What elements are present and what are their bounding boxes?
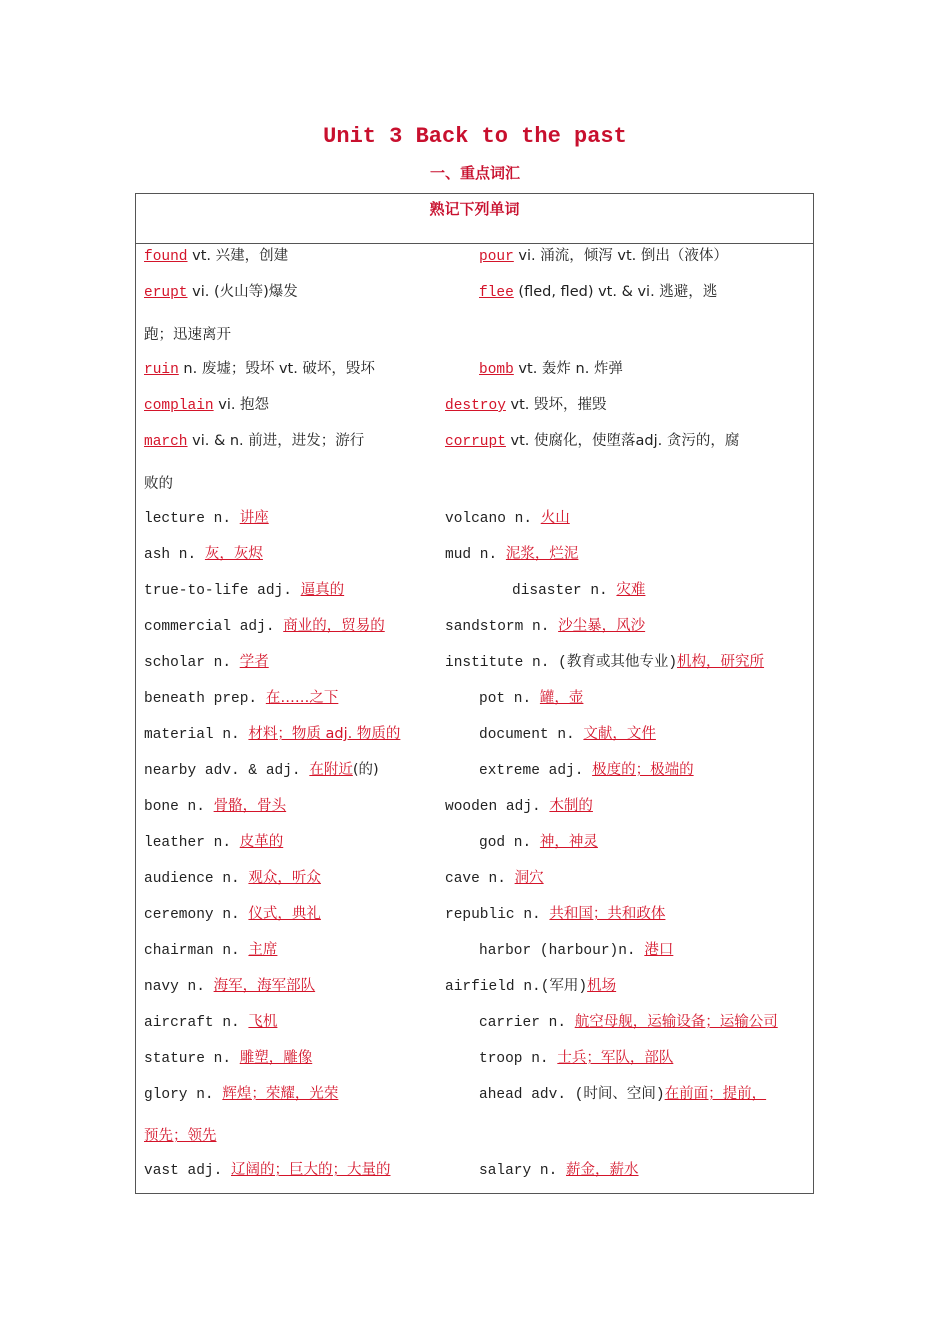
vocab-row (144, 1009, 812, 1035)
vocab-definition: vt. 轰炸 n. 炸弹 (513, 361, 623, 377)
vocab-entry-left (144, 505, 269, 532)
vocab-entry-left (144, 973, 315, 1000)
vocab-row (144, 721, 812, 747)
vocab-answer: 材料；物质 adj. 物质的 (248, 726, 401, 742)
vocab-word: glory n. (144, 1087, 223, 1103)
vocab-answer: 极度的；极端的 (592, 762, 694, 778)
vocab-entry-left (144, 428, 364, 455)
vocab-answer: 讲座 (239, 510, 269, 526)
vocab-answer: 罐，壶 (539, 690, 584, 706)
vocab-entry-left (144, 649, 269, 676)
vocab-entry-right (479, 1009, 778, 1036)
vocab-entry-left (144, 613, 385, 640)
vocab-word: salary n. (479, 1163, 567, 1179)
vocab-word: lecture n. (144, 511, 240, 527)
vocab-entry-left (144, 356, 375, 383)
vocab-word: leather n. (144, 835, 240, 851)
vocab-entry-right (445, 613, 645, 640)
vocab-answer: 在前面；提前， (664, 1086, 767, 1102)
vocab-answer: 火山 (540, 510, 570, 526)
vocab-entry-left (144, 392, 269, 419)
section-heading: 一、重点词汇 (429, 164, 520, 182)
vocab-answer: 主席 (248, 942, 278, 958)
vocab-entry-left (144, 279, 298, 306)
vocab-row (144, 649, 812, 675)
vocab-word: flee (479, 285, 514, 301)
vocab-answer: 文献，文件 (583, 726, 656, 742)
vocab-entry-right (445, 392, 607, 419)
vocab-word: institute n. (教育或其他专业) (445, 655, 678, 671)
vocab-entry-right (445, 428, 739, 455)
vocab-word: navy n. (144, 979, 214, 995)
vocab-entry-right (479, 1081, 766, 1108)
vocab-entry-left (144, 829, 283, 856)
vocab-row (144, 243, 812, 269)
vocab-entry-right (479, 356, 623, 383)
vocab-word: wooden adj. (445, 799, 550, 815)
vocab-row (144, 428, 812, 454)
vocab-row (144, 577, 812, 603)
vocab-answer: 商业的，贸易的 (283, 618, 385, 634)
vocab-word: chairman n. (144, 943, 249, 959)
vocab-entry-right (445, 973, 616, 1000)
vocab-word: march (144, 434, 188, 450)
vocab-row (144, 865, 812, 891)
vocab-word: destroy (445, 398, 506, 414)
vocab-answer: 木制的 (549, 798, 593, 814)
vocab-entry-right (479, 279, 717, 306)
vocab-entry-right (479, 721, 656, 748)
vocab-row (144, 1157, 812, 1183)
vocab-definition: vi. & n. 前进，进发；游行 (187, 433, 365, 449)
vocab-entry-left (144, 577, 344, 604)
vocab-row (144, 1081, 812, 1107)
vocab-word: carrier n. (479, 1015, 575, 1031)
vocab-answer: 仪式，典礼 (248, 906, 321, 922)
vocab-answer: 逼真的 (300, 582, 345, 598)
vocab-word: ruin (144, 362, 179, 378)
vocab-definition: vi. 涌流，倾泻 vt. 倒出（液体） (513, 248, 728, 264)
vocab-word: pour (479, 249, 514, 265)
vocab-definition: n. 废墟；毁坏 vt. 破坏，毁坏 (178, 361, 375, 377)
vocab-answer: 飞机 (248, 1014, 278, 1030)
vocab-entry-right (445, 541, 578, 568)
vocab-row (144, 937, 812, 963)
vocab-answer: 共和国；共和政体 (549, 906, 666, 922)
vocab-row (144, 392, 812, 418)
vocab-entry-left (144, 1009, 277, 1036)
vocab-entry-right (479, 1045, 673, 1072)
vocab-entry-left (144, 793, 286, 820)
vocab-word: harbor (harbour)n. (479, 943, 645, 959)
table-header (136, 194, 813, 244)
vocab-definition: vi. 抱怨 (213, 397, 270, 413)
vocab-word: vast adj. (144, 1163, 232, 1179)
vocab-word: pot n. (479, 691, 540, 707)
vocab-answer: 皮革的 (239, 834, 284, 850)
vocab-entry-left (144, 937, 277, 964)
vocab-word: ceremony n. (144, 907, 249, 923)
vocab-answer: 骨骼，骨头 (213, 798, 287, 814)
vocab-entry-left (144, 901, 321, 928)
vocab-word: found (144, 249, 188, 265)
vocab-answer: 辉煌；荣耀，光荣 (222, 1086, 339, 1102)
vocab-answer: 学者 (239, 654, 269, 670)
vocab-entry-right (479, 829, 598, 856)
vocab-answer: 机场 (587, 978, 617, 994)
vocab-answer: 士兵；军队，部队 (557, 1050, 674, 1066)
vocab-definition: vt. 兴建，创建 (187, 248, 289, 264)
vocab-row (144, 541, 812, 567)
vocab-word: bomb (479, 362, 514, 378)
vocab-word: document n. (479, 727, 584, 743)
vocab-entry-left (144, 1045, 312, 1072)
vocab-answer: 神，神灵 (539, 834, 598, 850)
vocab-answer: 沙尘暴，风沙 (558, 618, 646, 634)
vocab-word: ash n. (144, 547, 205, 563)
vocab-entry-right (479, 937, 673, 964)
vocab-entry-left (144, 1157, 391, 1184)
vocab-word: cave n. (445, 871, 515, 887)
vocab-answer: 港口 (644, 942, 674, 958)
vocab-word: mud n. (445, 547, 506, 563)
vocab-row (144, 901, 812, 927)
vocab-word: ahead adv. (时间、空间) (479, 1087, 665, 1103)
vocab-entry-right (445, 901, 665, 928)
vocab-definition: vi. (火山等)爆发 (187, 284, 298, 300)
vocab-word: corrupt (445, 434, 506, 450)
vocab-word: extreme adj. (479, 763, 593, 779)
vocab-definition: vt. 毁坏，摧毁 (505, 397, 607, 413)
vocab-word: erupt (144, 285, 188, 301)
vocab-word: beneath prep. (144, 691, 266, 707)
vocab-row (144, 1045, 812, 1071)
vocab-entry-left (144, 1081, 338, 1108)
vocab-entry-right (445, 649, 764, 676)
vocab-entry-left (144, 721, 400, 748)
vocab-word: bone n. (144, 799, 214, 815)
vocab-answer: 辽阔的；巨大的；大量的 (231, 1162, 391, 1178)
vocab-row (144, 356, 812, 382)
vocab-answer: 在附近 (309, 762, 353, 778)
vocab-row (144, 973, 812, 999)
vocab-word: stature n. (144, 1051, 240, 1067)
vocab-definition: (fled, fled) vt. & vi. 逃避，逃 (513, 284, 718, 300)
vocab-entry-left (144, 685, 338, 712)
vocab-word: complain (144, 398, 214, 414)
vocab-word: airfield n.(军用) (445, 979, 588, 995)
vocab-answer: 在……之下 (265, 690, 339, 706)
page-title: Unit 3 Back to the past (323, 124, 627, 149)
vocab-answer: 灾难 (616, 582, 646, 598)
vocab-answer: 机构，研究所 (677, 654, 765, 670)
vocab-word: material n. (144, 727, 249, 743)
vocab-definition: vt. 使腐化，使堕落adj. 贪污的，腐 (505, 433, 740, 449)
vocab-entry-left (144, 243, 288, 270)
wrapped-line: 败的 (144, 476, 173, 492)
vocab-entry-left (144, 541, 263, 568)
vocab-word: republic n. (445, 907, 550, 923)
vocab-row (144, 829, 812, 855)
vocab-word: god n. (479, 835, 540, 851)
vocab-entry-right (445, 505, 570, 532)
vocab-answer: 泥浆，烂泥 (505, 546, 579, 562)
vocab-word: sandstorm n. (445, 619, 559, 635)
vocab-word: audience n. (144, 871, 249, 887)
vocab-entry-left (144, 865, 321, 892)
vocab-entry-right (479, 243, 728, 270)
vocab-row (144, 613, 812, 639)
vocab-entry-right (479, 757, 694, 784)
vocab-row (144, 505, 812, 531)
table-header-text: 熟记下列单词 (429, 200, 520, 218)
vocab-word: disaster n. (512, 583, 617, 599)
vocab-answer: 观众，听众 (248, 870, 321, 886)
vocab-entry-right (445, 865, 544, 892)
vocab-word: aircraft n. (144, 1015, 249, 1031)
vocab-entry-right (479, 1157, 639, 1184)
vocab-answer: 灰，灰烬 (204, 546, 263, 562)
vocab-answer: 洞穴 (514, 870, 544, 886)
vocab-row (144, 279, 812, 305)
vocab-word: nearby adv. & adj. (144, 763, 310, 779)
vocab-word: volcano n. (445, 511, 541, 527)
vocab-entry-right (512, 577, 645, 604)
vocab-row (144, 793, 812, 819)
vocab-entry-right (445, 793, 593, 820)
vocab-row (144, 757, 812, 783)
vocab-word: commercial adj. (144, 619, 284, 635)
vocab-answer: 薪金，薪水 (566, 1162, 639, 1178)
vocab-answer: 海军，海军部队 (213, 978, 316, 994)
vocab-answer: 航空母舰，运输设备；运输公司 (574, 1014, 778, 1030)
vocab-answer: 雕塑，雕像 (239, 1050, 313, 1066)
wrapped-line: 预先；领先 (144, 1128, 217, 1144)
vocab-word: scholar n. (144, 655, 240, 671)
vocab-word: troop n. (479, 1051, 558, 1067)
vocab-suffix: (的) (352, 762, 379, 778)
vocab-word: true-to-life adj. (144, 583, 301, 599)
vocab-entry-right (479, 685, 583, 712)
wrapped-line: 跑；迅速离开 (144, 327, 231, 343)
vocab-row (144, 685, 812, 711)
vocab-entry-left (144, 757, 379, 784)
